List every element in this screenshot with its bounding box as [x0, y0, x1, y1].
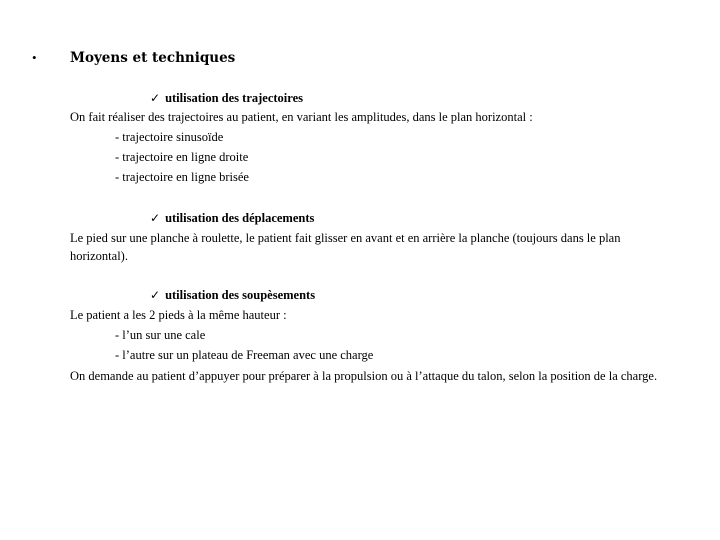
list-item: - trajectoire en ligne brisée	[115, 170, 249, 184]
section-paragraph: Le pied sur une planche à roulette, le patient fait glisser en avant et en arrière la planche (toujours dans le plan horizontal).	[70, 231, 621, 263]
section-title-label: utilisation des trajectoires	[165, 91, 304, 105]
section-title-label: utilisation des déplacements	[165, 211, 315, 225]
section-heading: Moyens et techniques	[70, 50, 236, 66]
section-title-deplacements	[150, 209, 314, 227]
section-title-trajectoires	[150, 89, 303, 107]
list-item: - l’autre sur un plateau de Freeman avec une charge	[115, 348, 374, 362]
list-item: - trajectoire sinusoïde	[115, 130, 224, 144]
section-title-soupesements	[150, 286, 315, 304]
checkmark-icon: ✓	[150, 211, 161, 225]
checkmark-icon: ✓	[150, 288, 161, 302]
list-item: - l’un sur une cale	[115, 328, 206, 342]
section-outro: On demande au patient d’appuyer pour préparer à la propulsion ou à l’attaque du talon, selon la position de la charge.	[70, 369, 658, 383]
checkmark-icon: ✓	[150, 91, 161, 105]
bullet-icon: •	[32, 50, 37, 65]
section-intro: On fait réaliser des trajectoires au patient, en variant les amplitudes, dans le plan horizontal :	[70, 110, 533, 124]
heading-row	[32, 47, 235, 69]
section-title-label: utilisation des soupèsements	[165, 288, 316, 302]
list-item: - trajectoire en ligne droite	[115, 150, 249, 164]
section-intro: Le patient a les 2 pieds à la même hauteur :	[70, 308, 287, 322]
